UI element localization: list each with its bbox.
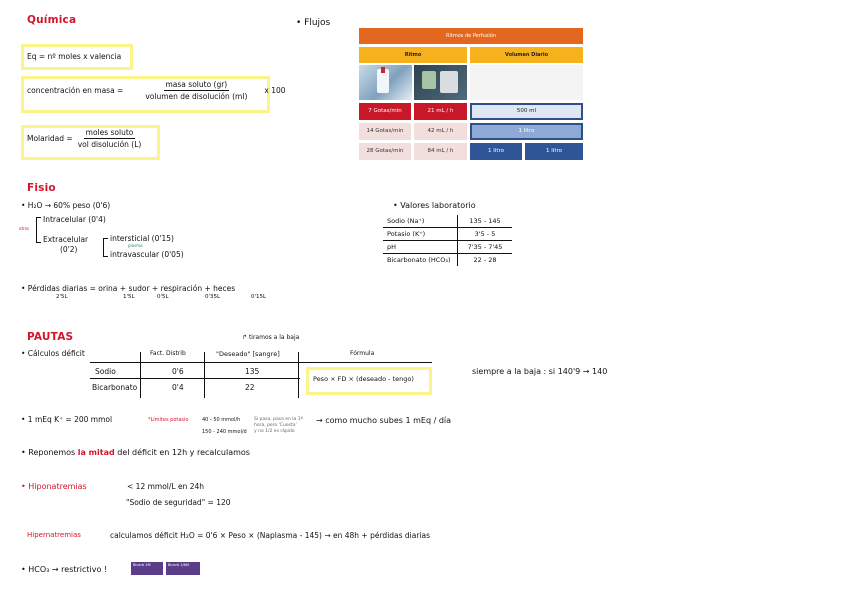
lab-value: 135 - 145: [469, 217, 501, 225]
concentracion-numerator: masa soluto (gr): [165, 80, 228, 89]
flujos-label: • Flujos: [296, 18, 331, 28]
vol-1l-a: 1 litro: [470, 143, 522, 160]
pautas-divider-2: [204, 352, 205, 398]
tiramos-note: ↱ tiramos a la baja: [242, 334, 300, 341]
gotas-3: 28 Gotas/min: [359, 143, 411, 160]
volumen-blank: [470, 65, 583, 100]
intersticial: intersticial (0'15): [110, 234, 174, 243]
fisio-title: Fisio: [27, 182, 56, 194]
perdidas-value-respiracion: 0'35L: [205, 294, 221, 300]
lab-title: • Valores laboratorio: [393, 201, 476, 210]
lab-value: 7'35 - 7'45: [467, 243, 503, 251]
perfusion-title: Ritmos de Perfusión: [359, 28, 583, 44]
reponemos-a: • Reponemos: [21, 448, 76, 457]
lab-row: [383, 254, 512, 267]
pautas-row-sodio-name: Sodio: [95, 367, 116, 376]
hco3-line: • HCO₃ → restrictivo !: [21, 565, 108, 574]
concentracion-label: concentración en masa =: [27, 86, 124, 95]
como-mucho: → como mucho subes 1 mEq / día: [316, 416, 452, 425]
ml-1: 21 mL / h: [414, 103, 467, 120]
molaridad-fraction: [76, 128, 144, 149]
perfusion-row-3: [359, 143, 583, 160]
bicarb-chip-2-label: Bicarb 1/6M: [168, 563, 189, 567]
concentracion-multiplier: x 100: [264, 86, 286, 95]
pautas-header-formula: Fórmula: [350, 350, 375, 357]
hipernatremias-label: Hipernatremias: [27, 531, 81, 539]
extracelular-value: (0'2): [60, 245, 78, 254]
lab-row: [383, 241, 512, 254]
vol-1l: 1 litro: [470, 123, 583, 140]
perdidas-value-orina: 1'5L: [123, 294, 135, 300]
perdidas-value-orina-total: 2'5L: [56, 294, 68, 300]
limites-label: *Límites potasio: [148, 417, 189, 423]
formula-text: Peso × FD × (deseado - tengo): [313, 375, 414, 383]
flujos-text: Flujos: [304, 18, 331, 28]
quimica-title: Química: [27, 14, 77, 26]
extra-bracket: [103, 238, 108, 257]
hipo-line-1: < 12 mmol/L en 24h: [127, 482, 205, 491]
h2o-line: • H₂O → 60% peso (0'6): [21, 201, 111, 210]
vol-1l-b: 1 litro: [525, 143, 583, 160]
perfusion-table: [359, 28, 583, 160]
reponemos-mitad: la mitad: [77, 448, 115, 457]
molaridad-numerator: moles soluto: [85, 128, 134, 137]
bicarb-chip-2: [166, 562, 200, 575]
molaridad-label: Molaridad =: [27, 134, 73, 143]
lab-row: [383, 228, 512, 241]
lab-value: 3'5 - 5: [474, 230, 496, 238]
pautas-row-bicarb-fact: 0'4: [172, 383, 184, 392]
tiny-note-3: y no 1/2 es rápido: [254, 429, 295, 434]
tiny-note-2: hora, pero 'Cuesta': [254, 423, 297, 428]
limites-1: 40 - 50 mmol/h: [202, 417, 241, 423]
perdidas-value-heces: 0'15L: [251, 294, 267, 300]
pautas-header-line: [90, 362, 432, 363]
calculos-deficit: • Cálculos déficit: [21, 349, 85, 358]
siempre-baja: siempre a la baja : si 140'9 → 140: [472, 367, 608, 376]
lab-row: [383, 215, 512, 228]
ml-3: 84 mL / h: [414, 143, 467, 160]
hipernatremias-text: calculamos déficit H₂O = 0'6 × Peso × (Naplasma - 145) → en 48h + pérdidas diarias: [110, 531, 431, 540]
hiponatremias-label: [21, 482, 87, 491]
pautas-row-sodio-fact: 0'6: [172, 367, 184, 376]
tiny-note-1: Si pasa, pasa en la 1ª: [254, 417, 303, 422]
concentracion-fraction: [143, 80, 249, 101]
pautas-row-bicarb-deseado: 22: [245, 383, 255, 392]
ml-2: 42 mL / h: [414, 123, 467, 140]
perfusion-images: [359, 65, 583, 100]
reponemos-c: del déficit en 12h y recalculamos: [117, 448, 250, 457]
bicarb-chip-1: [131, 562, 163, 575]
col-volumen: Volumen Diario: [470, 47, 583, 63]
tiramos-text: tiramos a la baja: [248, 334, 300, 341]
eq-formula: Eq = nº moles x valencia: [27, 52, 122, 61]
lab-name: Potasio (K⁺): [383, 228, 458, 241]
pautas-divider-3: [298, 352, 299, 398]
pautas-row-line: [90, 378, 300, 379]
limites-2: 150 - 240 mmol/d: [202, 429, 247, 435]
infusion-pump-image: [414, 65, 467, 100]
lab-name: Sodio (Na⁺): [383, 215, 458, 228]
molaridad-formula: [27, 128, 146, 149]
pautas-header-fact: Fact. Distrib: [150, 350, 186, 357]
lab-name: Bicarbonato (HCO₃): [383, 254, 458, 267]
perfusion-subheader: [359, 47, 583, 63]
lab-table: [383, 215, 512, 266]
pautas-header-deseado: "Deseado" [sangre]: [216, 350, 280, 358]
lab-title-text: Valores laboratorio: [400, 201, 476, 210]
pautas-divider-1: [140, 352, 141, 398]
lab-value: 22 - 28: [473, 256, 497, 264]
pautas-row-sodio-deseado: 135: [245, 367, 260, 376]
k-line: • 1 mEq K⁺ = 200 mmol: [21, 415, 113, 424]
pautas-title: PAUTAS: [27, 331, 74, 343]
perfusion-row-2: [359, 123, 583, 140]
vol-500: 500 ml: [470, 103, 583, 120]
lab-name: pH: [383, 241, 458, 254]
otros-note: otros: [19, 226, 30, 231]
gotas-2: 14 Gotas/min: [359, 123, 411, 140]
col-ritmo: Ritmo: [359, 47, 467, 63]
perdidas-value-sudor: 0'5L: [157, 294, 169, 300]
concentracion-denominator: volumen de disolución (ml): [145, 92, 248, 101]
perdidas-line: • Pérdidas diarias = orina + sudor + respiración + heces: [21, 284, 236, 293]
reponemos-line: [21, 448, 250, 457]
concentracion-formula: [27, 80, 286, 101]
molaridad-denominator: vol disolución (L): [77, 140, 142, 149]
pautas-row-bicarb-name: Bicarbonato: [92, 383, 138, 392]
plasma-note: plasma: [128, 243, 143, 248]
intravascular: intravascular (0'05): [110, 250, 184, 259]
bicarb-chip-1-label: Bicarb 1M: [133, 563, 151, 567]
perfusion-row-1: [359, 103, 583, 120]
fisio-bracket: [36, 217, 41, 243]
intracelular: Intracelular (0'4): [43, 215, 106, 224]
iv-bag-image: [359, 65, 412, 100]
gotas-1: 7 Gotas/min: [359, 103, 411, 120]
hiponatremias-text: • Hiponatremias: [21, 482, 87, 491]
hipo-line-2: "Sodio de seguridad" = 120: [126, 498, 231, 507]
extracelular: Extracelular: [43, 235, 89, 244]
